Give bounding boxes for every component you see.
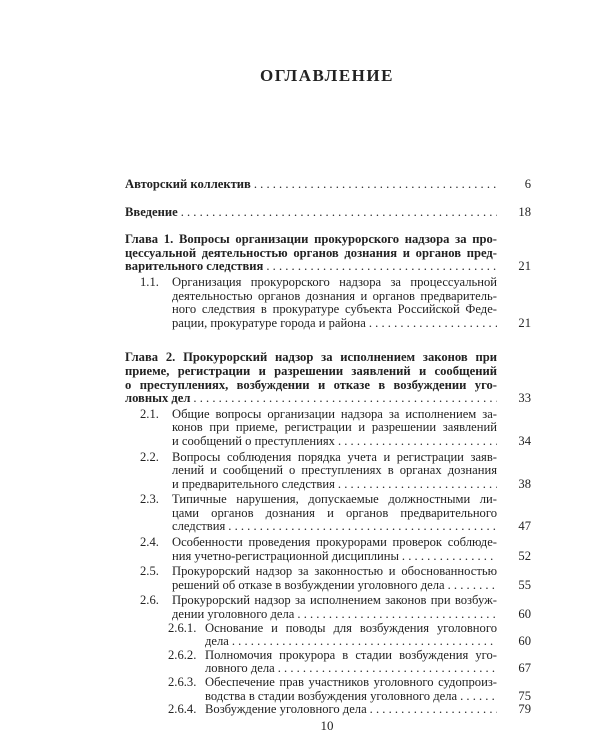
entry-page-number: 38 [518, 476, 531, 491]
entry-title-line: ного следствия в прокуратуре субъекта Российской Феде- [172, 303, 497, 317]
section-number: 2.3. [140, 492, 159, 507]
section-number: 2.1. [140, 406, 159, 421]
section-number: 2.5. [140, 564, 159, 579]
entry-title-line: Прокурорский надзор за исполнением законов при возбуж- [172, 594, 497, 608]
dot-leader [367, 703, 497, 717]
dot-leader [445, 579, 497, 593]
section-number: 2.6.1. [168, 620, 197, 635]
entry-page-number: 33 [518, 391, 531, 406]
entry-title-line: дении уголовного дела [172, 607, 295, 622]
entry-page-number: 60 [518, 607, 531, 622]
entry-title-line: Обеспечение прав участников уголовного судопроиз- [205, 676, 497, 689]
entry-page-number: 6 [524, 177, 531, 191]
toc-entry[interactable] [125, 233, 535, 274]
entry-page-number: 52 [518, 548, 531, 563]
entry-page-number: 34 [518, 433, 531, 448]
toc-title: ОГЛАВЛЕНИЕ [260, 66, 394, 85]
entry-title-line: ловного дела [205, 661, 275, 676]
dot-leader [294, 608, 497, 622]
toc-entry[interactable] [125, 703, 535, 717]
entry-title-line: Полномочия прокурора в стадии возбуждения уго- [205, 648, 497, 662]
dot-leader [251, 178, 497, 192]
toc-entry[interactable] [125, 178, 535, 192]
section-number: 2.6.3. [168, 675, 197, 689]
entry-title-line: Возбуждение уголовного дела [205, 702, 367, 717]
section-number: 2.4. [140, 535, 159, 550]
entry-title-line: и сообщений о преступлениях [172, 433, 335, 448]
section-number: 1.1. [140, 274, 159, 289]
dot-leader [229, 635, 497, 649]
toc-entry[interactable] [125, 676, 535, 703]
dot-leader [263, 260, 497, 274]
entry-title-line: цами органов дознания и органов предварительного [172, 506, 497, 520]
section-number: 2.6.2. [168, 647, 197, 662]
entry-title-line: решений об отказе в возбуждении уголовного дела [172, 577, 445, 592]
toc-entry[interactable] [125, 594, 535, 621]
entry-title-line: рации, прокуратуре города и района [172, 315, 366, 330]
toc-entry[interactable] [125, 649, 535, 676]
toc-entry[interactable] [125, 206, 535, 220]
section-number: 2.2. [140, 449, 159, 464]
entry-title-line: цессуальной деятельностью органов дознания и органов пред- [125, 246, 497, 260]
entry-title-line: Общие вопросы организации надзора за исполнением за- [172, 407, 497, 421]
entry-page-number: 75 [518, 688, 531, 703]
entry-title-line: и предварительного следствия [172, 476, 335, 491]
dot-leader [457, 690, 497, 704]
page-number: 10 [320, 718, 334, 733]
table-of-contents [125, 178, 535, 717]
entry-title-line: водства в стадии возбуждения уголовного дела [205, 688, 458, 703]
entry-page-number: 79 [518, 702, 531, 717]
dot-leader [335, 435, 497, 449]
entry-title-line: Вопросы соблюдения порядка учета и регистрации заяв- [172, 450, 497, 464]
toc-entry[interactable] [125, 622, 535, 649]
dot-leader [190, 392, 497, 406]
entry-page-number: 55 [518, 577, 531, 592]
entry-title-line: Типичные нарушения, допускаемые должностными ли- [172, 493, 497, 507]
entry-title-line: Особенности проведения прокурорами проверок соблюде- [172, 536, 497, 550]
section-number: 2.6.4. [168, 702, 197, 717]
entry-page-number: 21 [518, 315, 531, 330]
entry-title-line: варительного следствия [125, 259, 264, 274]
entry-title-line: Организация прокурорского надзора за процессуальной [172, 275, 497, 289]
toc-entry[interactable] [125, 276, 535, 330]
entry-title-line: конов при приеме, регистрации и разрешении заявлений [172, 421, 497, 435]
dot-leader [399, 550, 497, 564]
dot-leader [335, 478, 497, 492]
entry-title-line: Прокурорский надзор за законностью и обоснованностью [172, 565, 497, 579]
entry-title-line: дела [205, 634, 229, 649]
entry-page-number: 60 [518, 634, 531, 649]
toc-entry[interactable] [125, 408, 535, 449]
section-number: 2.6. [140, 593, 159, 608]
toc-entry[interactable] [125, 451, 535, 492]
entry-title-line: ловных дел [125, 391, 191, 406]
entry-title-line: следствия [172, 519, 226, 534]
entry-title-line: лений и сообщений о преступлениях в органах дознания [172, 464, 497, 478]
entry-title-line: Глава 1. Вопросы организации прокурорского надзора за про- [125, 233, 497, 247]
entry-title-line: деятельностью органов дознания и органов предваритель- [172, 289, 497, 303]
entry-title-line: Основание и поводы для возбуждения уголовного [205, 621, 497, 635]
entry-page-number: 67 [518, 661, 531, 676]
entry-title-line: Авторский коллектив [125, 177, 251, 191]
entry-title-line: Введение [125, 204, 178, 219]
entry-title-line: о преступлениях, возбуждении и отказе в возбуждении уго- [125, 378, 497, 392]
entry-title-line: ния учетно-регистрационной дисциплины [172, 548, 399, 563]
dot-leader [225, 520, 497, 534]
dot-leader [275, 662, 497, 676]
entry-page-number: 18 [518, 204, 531, 219]
toc-entry[interactable] [125, 351, 535, 405]
toc-entry[interactable] [125, 565, 535, 592]
dot-leader [366, 317, 497, 331]
toc-entry[interactable] [125, 536, 535, 563]
dot-leader [178, 206, 497, 220]
entry-title-line: Глава 2. Прокурорский надзор за исполнением законов при [125, 351, 497, 365]
entry-page-number: 47 [518, 519, 531, 534]
entry-title-line: приеме, регистрации и разрешении заявлений и сообщений [125, 364, 497, 378]
entry-page-number: 21 [518, 259, 531, 274]
toc-entry[interactable] [125, 493, 535, 534]
